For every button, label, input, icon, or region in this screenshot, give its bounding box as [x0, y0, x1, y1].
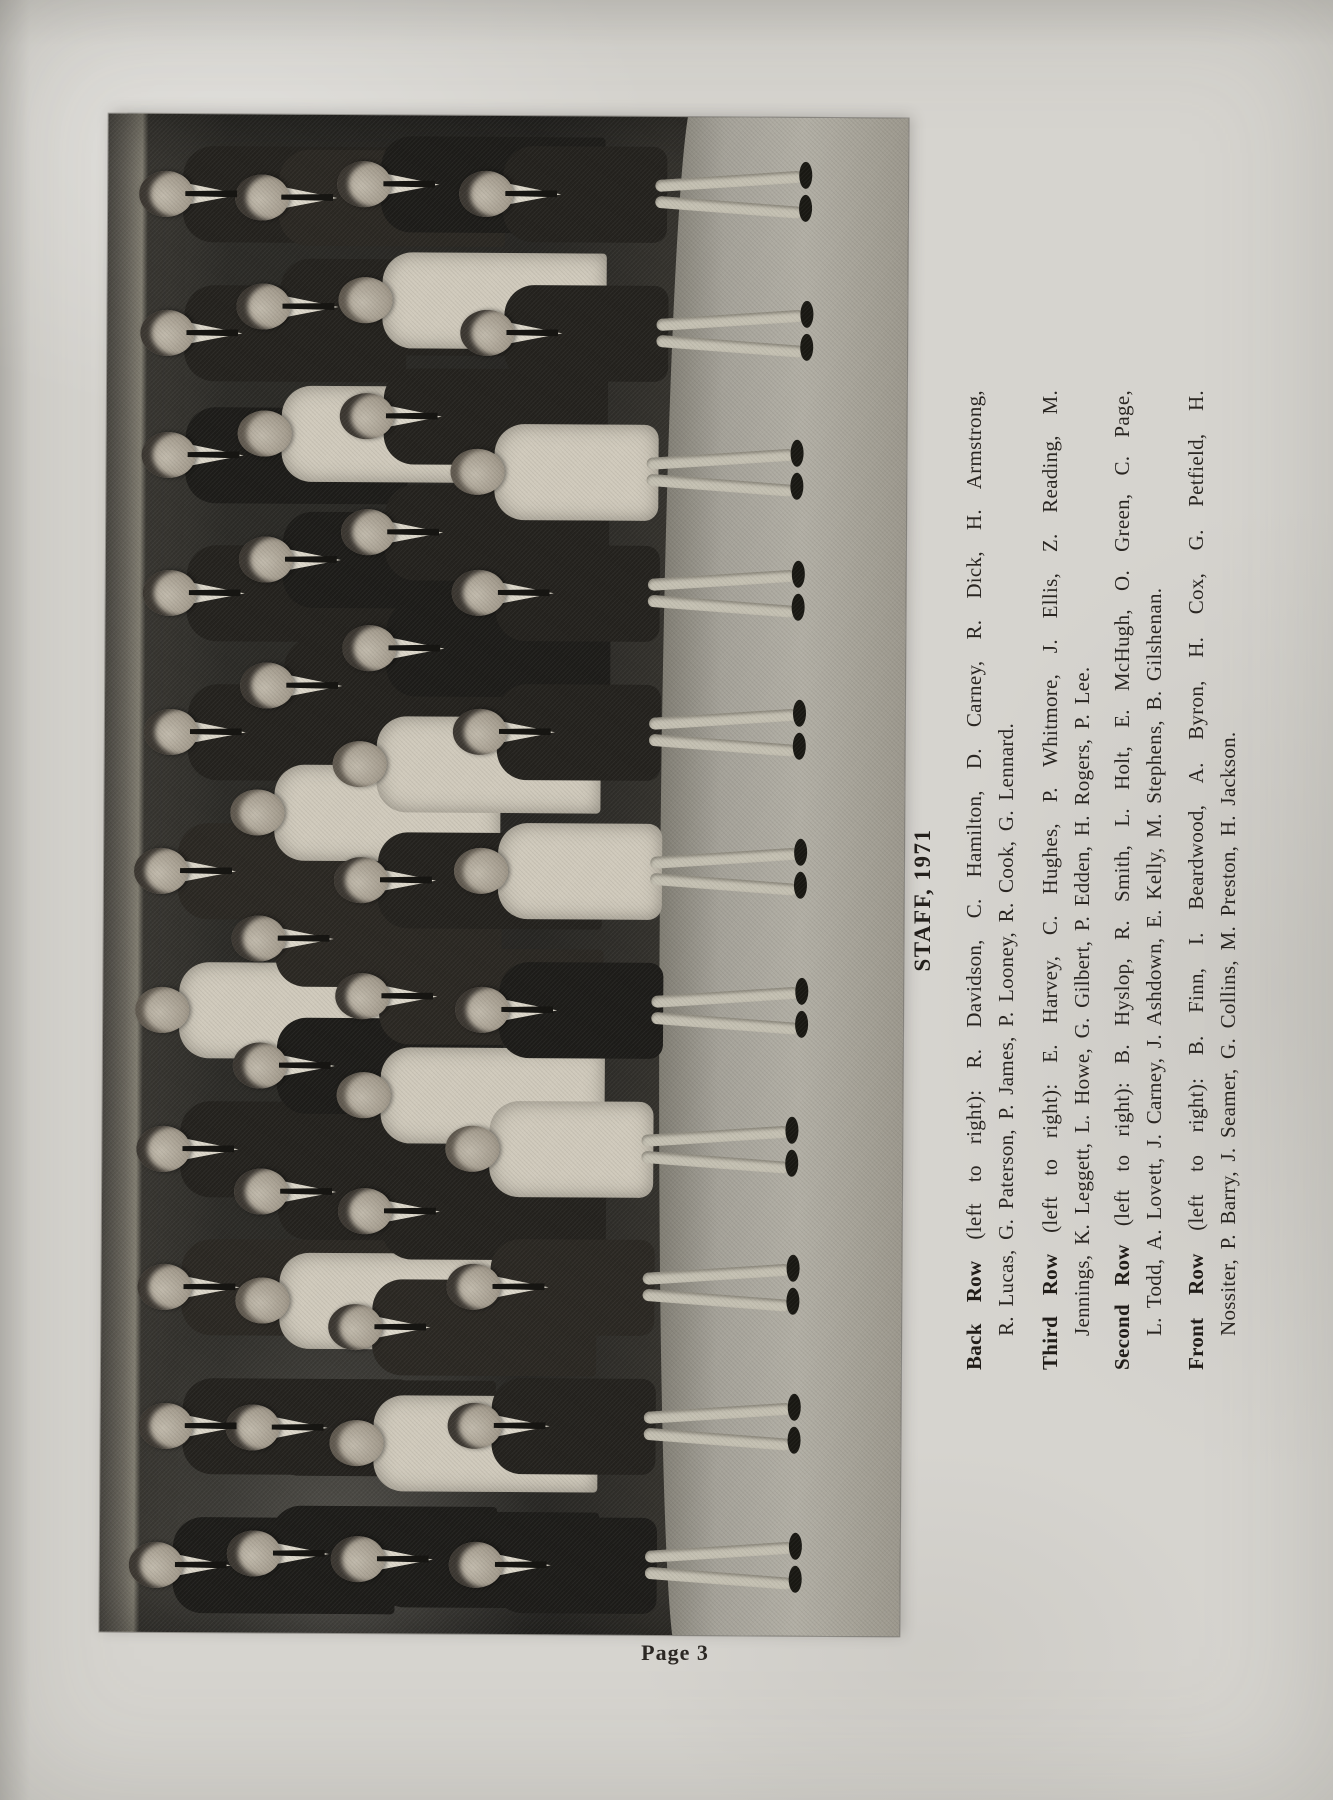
- caption-third-row-line2: [1070, 667, 1095, 1336]
- photo-row-second: [99, 114, 108, 1632]
- caption-back-row-line2: [994, 723, 1019, 1336]
- photo-person: [137, 1237, 138, 1337]
- caption-row-names: Jennings, K. Leggett, L. Howe, G. Gilbert, P. Edden, H. Rogers, P. Lee.: [1070, 666, 1094, 1336]
- caption-back-row-line1: [962, 390, 987, 1370]
- photo-person: [141, 405, 142, 505]
- photo-person: [140, 283, 141, 383]
- photo-person: [139, 144, 140, 244]
- photo-people: [99, 114, 108, 1632]
- caption-row-names: (left to right): E. Harvey, C. Hughes, P. Whitmore, J. Ellis, Z. Reading, M.: [1038, 390, 1062, 1254]
- caption-row-names: L. Todd, A. Lovett, J. Carney, J. Ashdown, E. Kelly, M. Stephens, B. Gilshenan.: [1142, 587, 1166, 1336]
- caption-row-label: Back Row: [962, 1260, 986, 1370]
- caption-row-label: Front Row: [1184, 1253, 1208, 1370]
- caption-front-row-line2: [1216, 732, 1241, 1336]
- caption-second-row-line1: [1110, 390, 1135, 1370]
- photo-row-third: [99, 114, 108, 1632]
- photo-row-front: [99, 114, 108, 1632]
- photo-person: [136, 1099, 137, 1199]
- photo-row-back: [99, 114, 108, 1632]
- photo-person: [138, 1376, 139, 1476]
- caption-second-row-line2: [1142, 588, 1167, 1336]
- caption-front-row-line1: [1184, 390, 1209, 1370]
- caption-row-names: Nossiter, P. Barry, J. Seamer, G. Collins, M. Preston, H. Jackson.: [1216, 731, 1240, 1336]
- photo-person: [135, 960, 136, 1060]
- photo-person: [128, 1515, 129, 1615]
- caption-title: STAFF, 1971: [910, 828, 935, 972]
- photo-person: [134, 821, 135, 921]
- caption-row-label: Third Row: [1038, 1253, 1062, 1370]
- caption-row-names: (left to right): B. Hyslop, R. Smith, L. Holt, E. McHugh, O. Green, C. Page,: [1110, 390, 1134, 1245]
- photo-person: [144, 682, 145, 782]
- caption-row-names: R. Lucas, G. Paterson, P. James, P. Looney, R. Cook, G. Lennard.: [994, 722, 1018, 1336]
- staff-group-photograph: [99, 114, 908, 1637]
- photo-person: [142, 543, 143, 643]
- caption-row-label: Second Row: [1110, 1244, 1134, 1370]
- caption-third-row-line1: [1038, 390, 1063, 1370]
- caption-row-names: (left to right): B. Finn, I. Beardwood, A. Byron, H. Cox, G. Petfield, H.: [1184, 390, 1208, 1254]
- caption-row-names: (left to right): R. Davidson, C. Hamilton, D. Carney, R. Dick, H. Armstrong,: [962, 390, 986, 1261]
- page-number: Page 3: [641, 1640, 709, 1665]
